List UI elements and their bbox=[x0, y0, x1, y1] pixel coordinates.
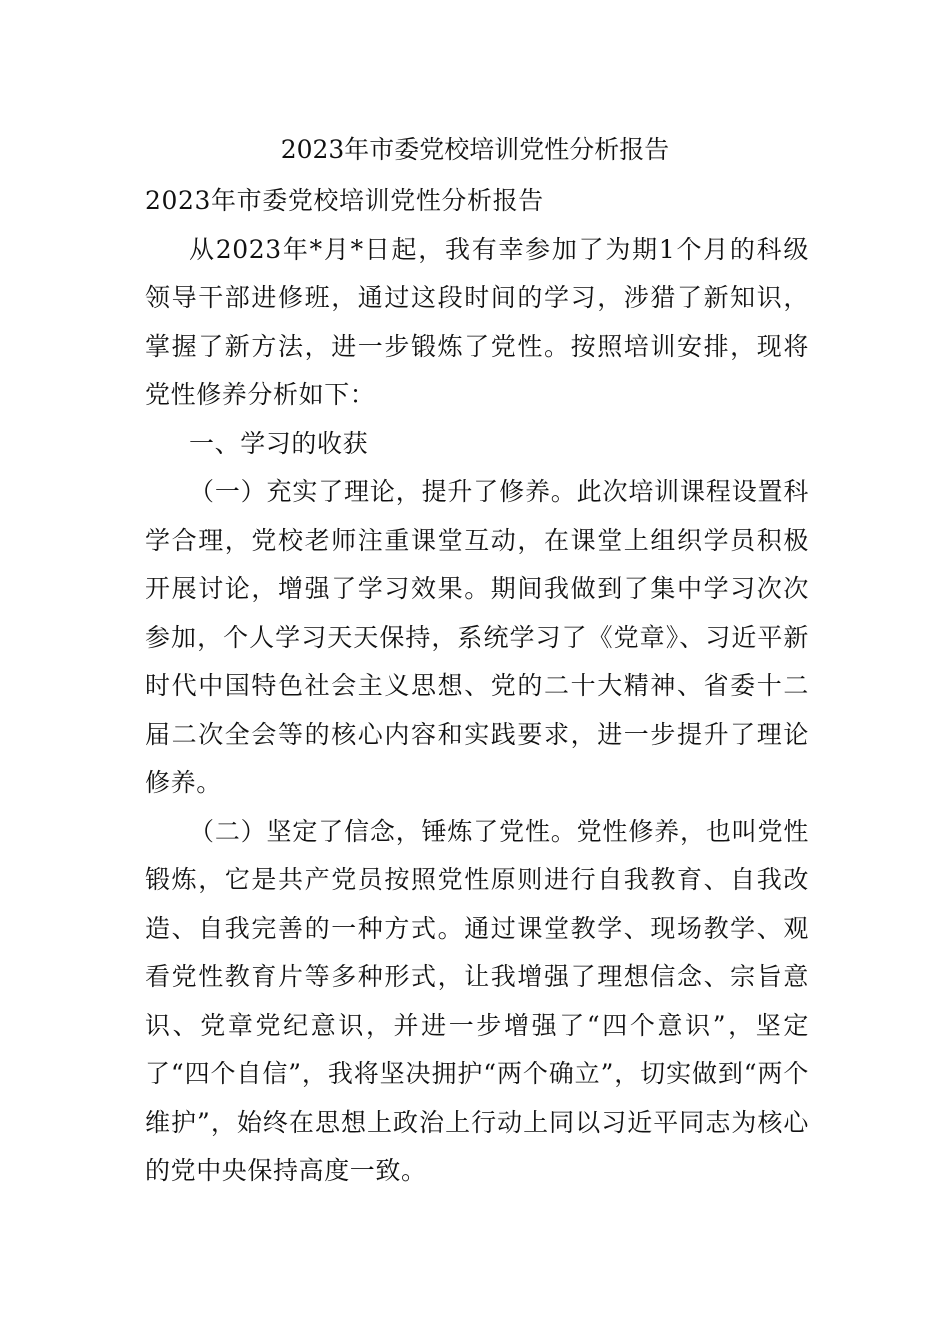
document-title: 2023年市委党校培训党性分析报告 bbox=[280, 135, 670, 164]
document-subtitle: 2023年市委党校培训党性分析报告 bbox=[145, 186, 544, 215]
paragraph-theory: （一）充实了理论，提升了修养。此次培训课程设置科学合理，党校老师注重课堂互动，在课堂上组织学员积极开展讨论，增强了学习效果。期间我做到了集中学习次次参加，个人学习天天保持，系统学习了《党章》、习近平新时代中国特色社会主义思想、党的二十大精神、省委十二届二次全会等的核心内容和实践要求，进一步提升了理论修养。 bbox=[145, 477, 809, 797]
document-body bbox=[145, 177, 809, 1196]
section-heading-gains: 一、学习的收获 bbox=[189, 428, 369, 458]
paragraph-intro: 从2023年*月*日起，我有幸参加了为期1个月的科级领导干部进修班，通过这段时间的学习，涉猎了新知识，掌握了新方法，进一步锻炼了党性。按照培训安排，现将党性修养分析如下： bbox=[145, 234, 809, 409]
paragraph-belief: （二）坚定了信念，锤炼了党性。党性修养，也叫党性锻炼，它是共产党员按照党性原则进行自我教育、自我改造、自我完善的一种方式。通过课堂教学、现场教学、观看党性教育片等多种形式，让我增强了理想信念、宗旨意识、党章党纪意识，并进一步增强了“四个意识”，坚定了“四个自信”，我将坚决拥护“两个确立”，切实做到“两个维护”，始终在思想上政治上行动上同以习近平同志为核心的党中央保持高度一致。 bbox=[145, 816, 809, 1185]
